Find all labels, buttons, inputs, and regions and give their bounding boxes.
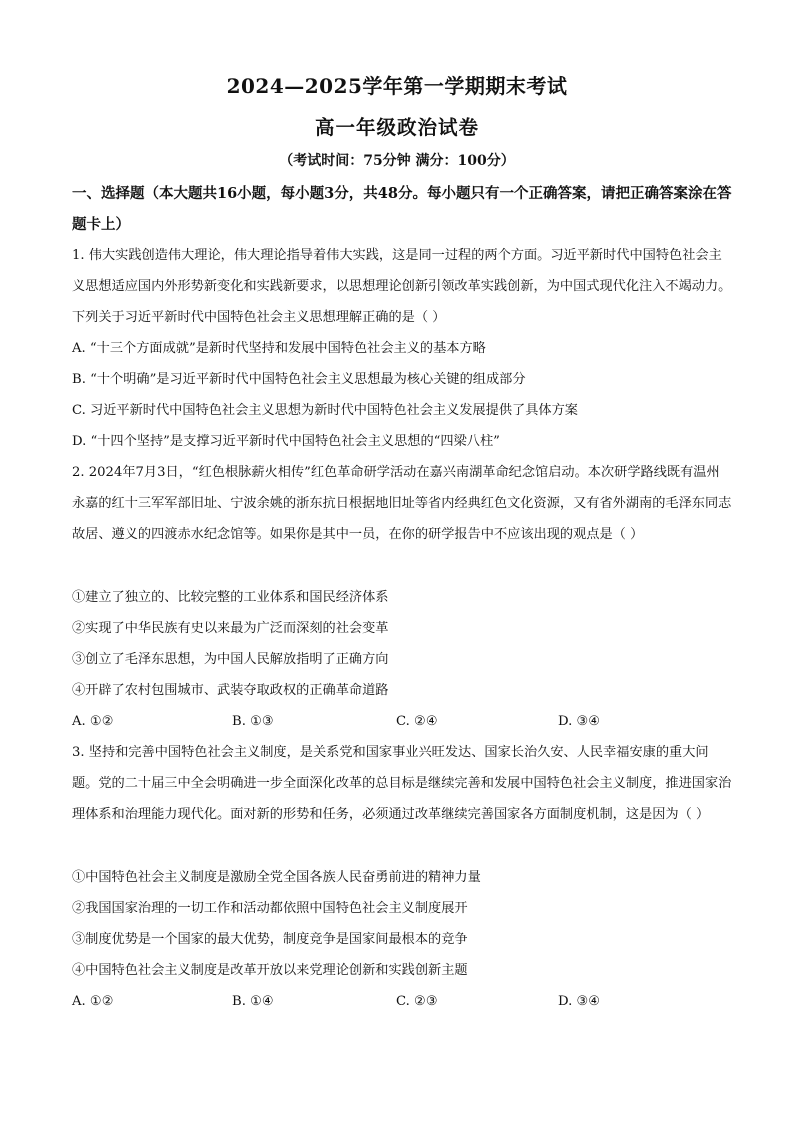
question-1-option-a: A. “十三个方面成就”是新时代坚持和发展中国特色社会主义的基本方略 bbox=[72, 341, 486, 356]
question-3-option-a: A. ①② bbox=[72, 994, 114, 1009]
question-3-option-d: D. ③④ bbox=[558, 994, 601, 1009]
question-2-option-a: A. ①② bbox=[72, 714, 114, 729]
question-3-statement-4: ④中国特色社会主义制度是改革开放以来党理论创新和实践创新主题 bbox=[72, 963, 468, 978]
question-3-stem: 3. 坚持和完善中国特色社会主义制度，是关系党和国家事业兴旺发达、国家长治久安、人民幸福安康的重大问题。党的二十届三中全会明确进一步全面深化改革的总目标是继续完善和发展中国特色社会主义制度，推进国家治理体系和治理能力现代化。面对新的形势和任务，必须通过改革继续完善国家各方面制度机制，这是因为（ ） bbox=[72, 745, 732, 822]
question-3-statement-1: ①中国特色社会主义制度是激励全党全国各族人民奋勇前进的精神力量 bbox=[72, 870, 481, 885]
exam-title: 2024—2025学年第一学期期末考试 bbox=[226, 74, 568, 98]
question-2-option-c: C. ②④ bbox=[396, 714, 438, 729]
question-3-option-c: C. ②③ bbox=[396, 994, 438, 1009]
question-2-statement-3: ③创立了毛泽东思想，为中国人民解放指明了正确方向 bbox=[72, 652, 389, 667]
question-3-statement-3: ③制度优势是一个国家的最大优势，制度竞争是国家间最根本的竞争 bbox=[72, 932, 468, 947]
question-2-option-d: D. ③④ bbox=[558, 714, 601, 729]
question-2-option-b: B. ①③ bbox=[232, 714, 274, 729]
question-3-option-b: B. ①④ bbox=[232, 994, 274, 1009]
section-heading: 一、选择题（本大题共16小题，每小题3分，共48分。每小题只有一个正确答案，请把正确答案涂在答题卡上） bbox=[72, 185, 732, 233]
question-2-statement-2: ②实现了中华民族有史以来最为广泛而深刻的社会变革 bbox=[72, 621, 389, 636]
question-2-stem: 2. 2024年7月3日，“红色根脉薪火相传”红色革命研学活动在嘉兴南湖革命纪念馆启动。本次研学路线既有温州永嘉的红十三军军部旧址、宁波余姚的浙东抗日根据地旧址等省内经典红色文化资源，又有省外湖南的毛泽东同志故居、遵义的四渡赤水纪念馆等。如果你是其中一员，在你的研学报告中不应该出现的观点是（ ） bbox=[72, 465, 732, 542]
question-2-statement-1: ①建立了独立的、比较完整的工业体系和国民经济体系 bbox=[72, 590, 389, 605]
question-1-option-b: B. “十个明确”是习近平新时代中国特色社会主义思想最为核心关键的组成部分 bbox=[72, 372, 526, 387]
question-2-options bbox=[72, 706, 732, 737]
question-3-statement-2: ②我国国家治理的一切工作和活动都依照中国特色社会主义制度展开 bbox=[72, 901, 468, 916]
question-2-statement-4: ④开辟了农村包围城市、武装夺取政权的正确革命道路 bbox=[72, 683, 389, 698]
question-1-stem: 1. 伟大实践创造伟大理论，伟大理论指导着伟大实践，这是同一过程的两个方面。习近平新时代中国特色社会主义思想适应国内外形势新变化和实践新要求，以思想理论创新引领改革实践创新，为中国式现代化注入不竭动力。下列关于习近平新时代中国特色社会主义思想理解正确的是（ ） bbox=[72, 248, 732, 325]
exam-info: （考试时间：75分钟 满分：100分） bbox=[279, 153, 515, 169]
question-3-options bbox=[72, 986, 732, 1017]
question-1-option-c: C. 习近平新时代中国特色社会主义思想为新时代中国特色社会主义发展提供了具体方案 bbox=[72, 403, 578, 418]
question-1-option-d: D. “十四个坚持”是支撑习近平新时代中国特色社会主义思想的“四梁八柱” bbox=[72, 434, 500, 449]
exam-subtitle: 高一年级政治试卷 bbox=[314, 116, 479, 139]
